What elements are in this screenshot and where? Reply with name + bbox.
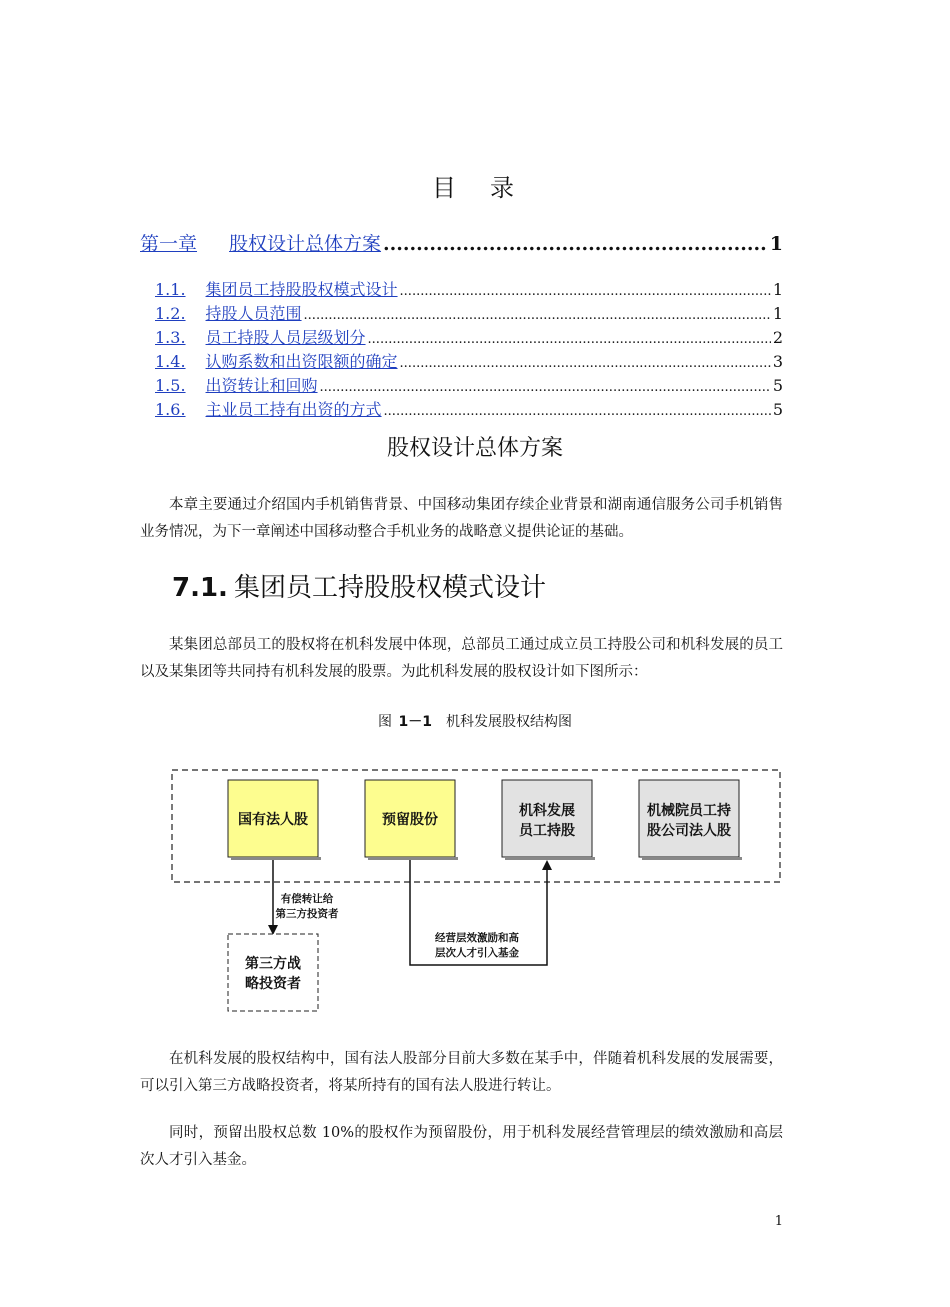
institute-shares-label-line2: 股公司法人股 [647, 823, 731, 839]
toc-item-page: 5 [772, 376, 783, 395]
toc-item-title-link[interactable]: 出资转让和回购 [205, 376, 318, 395]
box-shadow [368, 857, 458, 860]
toc-item-page: 1 [772, 280, 783, 299]
toc-item-page: 2 [772, 328, 783, 347]
toc-item[interactable] [155, 325, 783, 349]
figure-caption: 图 1－1 机科发展股权结构图 [378, 714, 572, 730]
toc-leader-dots [400, 352, 771, 371]
strategic-investor-label-line1: 第三方战 [245, 956, 301, 972]
toc-item[interactable] [155, 397, 783, 421]
reserved-shares-paragraph: 同时，预留出股权总数 10%的股权作为预留股份，用于机科发展经营管理层的绩效激励和高层次人才引入基金。 [140, 1125, 783, 1168]
page-number: 1 [774, 1214, 783, 1229]
transfer-label-line1: 有偿转让给 [280, 893, 334, 905]
toc-title: 目 录 [432, 174, 518, 202]
transfer-label-line2: 第三方投资者 [275, 908, 339, 920]
box-shadow [231, 857, 321, 860]
toc-leader-dots [368, 328, 771, 347]
toc-leader-dots [383, 233, 768, 255]
toc-item-title-link[interactable]: 认购系数和出资限额的确定 [205, 352, 398, 371]
toc-item-title-link[interactable]: 持股人员范围 [205, 304, 302, 323]
toc-item-page: 1 [772, 304, 783, 323]
employee-shares-label-line2: 员工持股 [519, 823, 575, 839]
toc-item-number-link[interactable]: 1.2. [155, 304, 186, 323]
toc-item-number-link[interactable]: 1.3. [155, 328, 186, 347]
equity-structure-diagram [165, 760, 785, 1020]
incentive-label-line2: 层次人才引入基金 [435, 947, 519, 959]
toc-item-number-link[interactable]: 1.6. [155, 400, 186, 419]
toc-leader-dots [320, 376, 771, 395]
toc-item[interactable] [155, 277, 783, 301]
institute-shares-label-line1: 机械院员工持 [647, 803, 731, 819]
toc-chapter-page: 1 [769, 233, 783, 255]
toc-chapter-title-link[interactable]: 股权设计总体方案 [229, 233, 382, 255]
section-heading [172, 567, 546, 604]
toc-item-page: 5 [772, 400, 783, 419]
incentive-label-line1: 经营层效激励和高 [435, 932, 519, 944]
toc-item-number-link[interactable]: 1.5. [155, 376, 186, 395]
reserved-shares-label: 预留股份 [382, 812, 438, 828]
box-shadow [642, 857, 742, 860]
section-paragraph: 某集团总部员工的股权将在机科发展中体现，总部员工通过成立员工持股公司和机科发展的员工以及某集团等共同持有机科发展的股票。为此机科发展的股权设计如下图所示： [140, 637, 783, 680]
toc-leader-dots [384, 400, 771, 419]
toc-leader-dots [400, 280, 771, 299]
toc-item-page: 3 [772, 352, 783, 371]
strategic-investor-label-line2: 略投资者 [245, 976, 301, 992]
toc-leader-dots [304, 304, 771, 323]
toc-item-number-link[interactable]: 1.4. [155, 352, 186, 371]
toc-item[interactable] [155, 373, 783, 397]
toc-item-title-link[interactable]: 员工持股人员层级划分 [205, 328, 366, 347]
incentive-arrow-head [542, 860, 552, 870]
strategic-investor-box [228, 934, 318, 1011]
toc-item[interactable] [155, 349, 783, 373]
state-owned-shares-label: 国有法人股 [238, 812, 308, 828]
chapter-heading: 股权设计总体方案 [386, 436, 563, 461]
toc-item-number-link[interactable]: 1.1. [155, 280, 186, 299]
toc-chapter-number-link[interactable]: 第一章 [140, 233, 198, 255]
intro-paragraph: 本章主要通过介绍国内手机销售背景、中国移动集团存续企业背景和湖南通信服务公司手机销售业务情况，为下一章阐述中国移动整合手机业务的战略意义提供论证的基础。 [140, 497, 783, 540]
box-shadow [505, 857, 595, 860]
figure-explanation-paragraph: 在机科发展的股权结构中，国有法人股部分目前大多数在某手中，伴随着机科发展的发展需要，可以引入第三方战略投资者，将某所持有的国有法人股进行转让。 [140, 1051, 783, 1094]
employee-shares-label-line1: 机科发展 [519, 803, 575, 819]
toc-item[interactable] [155, 301, 783, 325]
toc-item-title-link[interactable]: 集团员工持股股权模式设计 [205, 280, 398, 299]
section-number: 7.1. [172, 573, 228, 603]
section-title: 集团员工持股股权模式设计 [233, 573, 546, 603]
toc-chapter-entry[interactable] [140, 229, 783, 256]
toc-item-title-link[interactable]: 主业员工持有出资的方式 [205, 400, 382, 419]
